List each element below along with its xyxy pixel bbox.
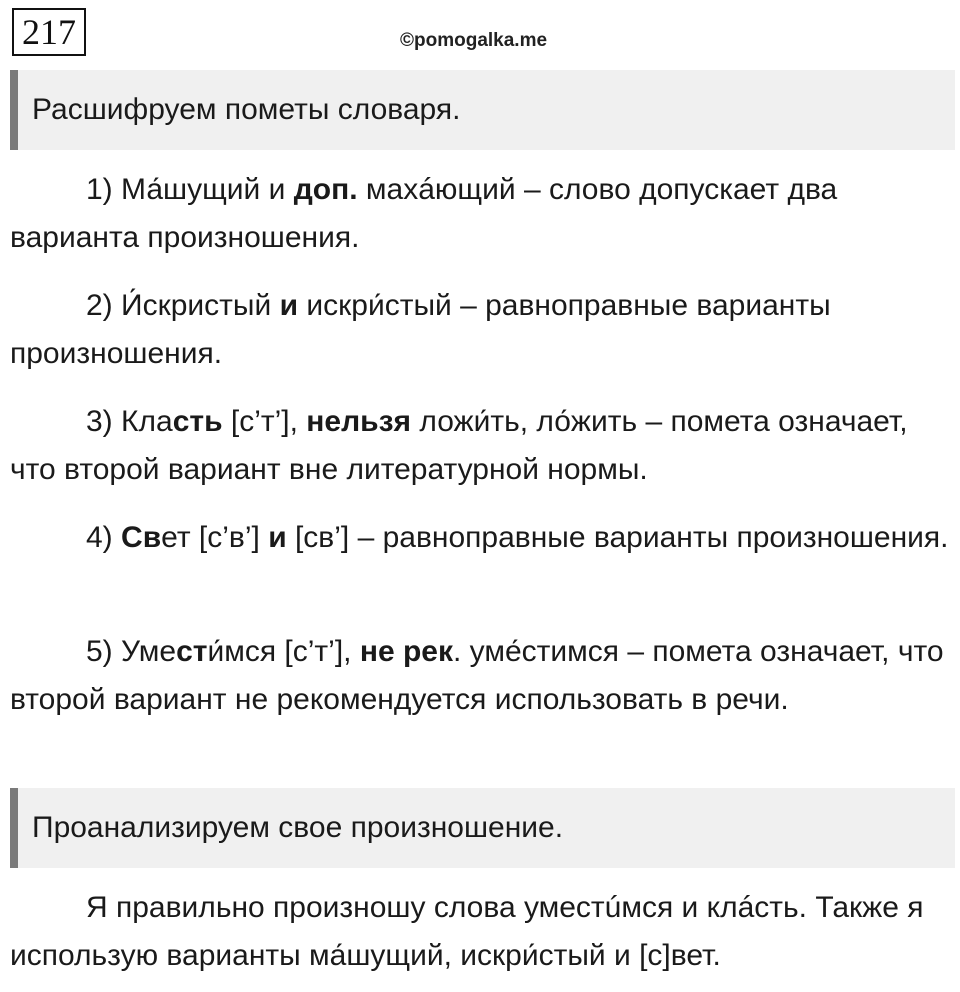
- word: Ма́шущий: [121, 173, 261, 206]
- section-heading-analysis: [10, 788, 955, 868]
- section-title: Проанализируем свое произношение.: [32, 811, 564, 844]
- item-4: [10, 514, 950, 562]
- item-number: 3): [86, 405, 113, 438]
- dictionary-mark: и: [268, 521, 287, 554]
- item-3: [10, 398, 950, 494]
- section-heading-decoding: [10, 70, 955, 150]
- explanation: – слово допускает два варианта произношения.: [10, 173, 838, 254]
- word: И́скристый: [121, 289, 272, 322]
- word-highlight: сть: [172, 405, 223, 438]
- dictionary-mark: не рек: [359, 635, 453, 668]
- task-number: 217: [12, 8, 86, 56]
- conclusion: [10, 884, 950, 980]
- section-title: Расшифруем пометы словаря.: [32, 93, 461, 126]
- dictionary-mark: нельзя: [306, 405, 412, 438]
- conclusion-text: Я правильно произношу слова уместúмся и клáсть. Также я использую варианты ма́шущий, искри́стый и [с]вет.: [10, 891, 924, 972]
- item-5: [10, 628, 950, 724]
- explanation: ложи́ть, ло́жить – помета означает, что второй вариант вне литературной нормы.: [10, 405, 908, 486]
- explanation: . уме́стимся – помета означает, что второй вариант не рекомендуется использовать в речи.: [10, 635, 944, 716]
- item-2: [10, 282, 950, 378]
- watermark: ©pomogalka.me: [400, 30, 548, 51]
- word: махáющий: [357, 173, 516, 206]
- explanation: [св’] – равноправные варианты произношения.: [286, 521, 949, 554]
- item-number: 5): [86, 635, 113, 668]
- explanation: – равноправные варианты произношения.: [10, 289, 831, 370]
- word: Уме: [121, 635, 177, 668]
- item-number: 2): [86, 289, 113, 322]
- word: и́мся [с’т’],: [207, 635, 360, 668]
- dictionary-mark: доп.: [293, 173, 358, 206]
- item-1: [10, 166, 950, 262]
- word: искри́стый: [306, 289, 452, 322]
- word: Кла: [121, 405, 173, 438]
- dictionary-mark: и: [279, 289, 299, 322]
- word: ет [с’в’]: [161, 521, 269, 554]
- transcription: [с’т’],: [222, 405, 307, 438]
- word-highlight: Св: [121, 521, 162, 554]
- item-number: 1): [86, 173, 113, 206]
- connector: и: [260, 173, 294, 206]
- item-number: 4): [86, 521, 113, 554]
- word-highlight: ст: [176, 635, 208, 668]
